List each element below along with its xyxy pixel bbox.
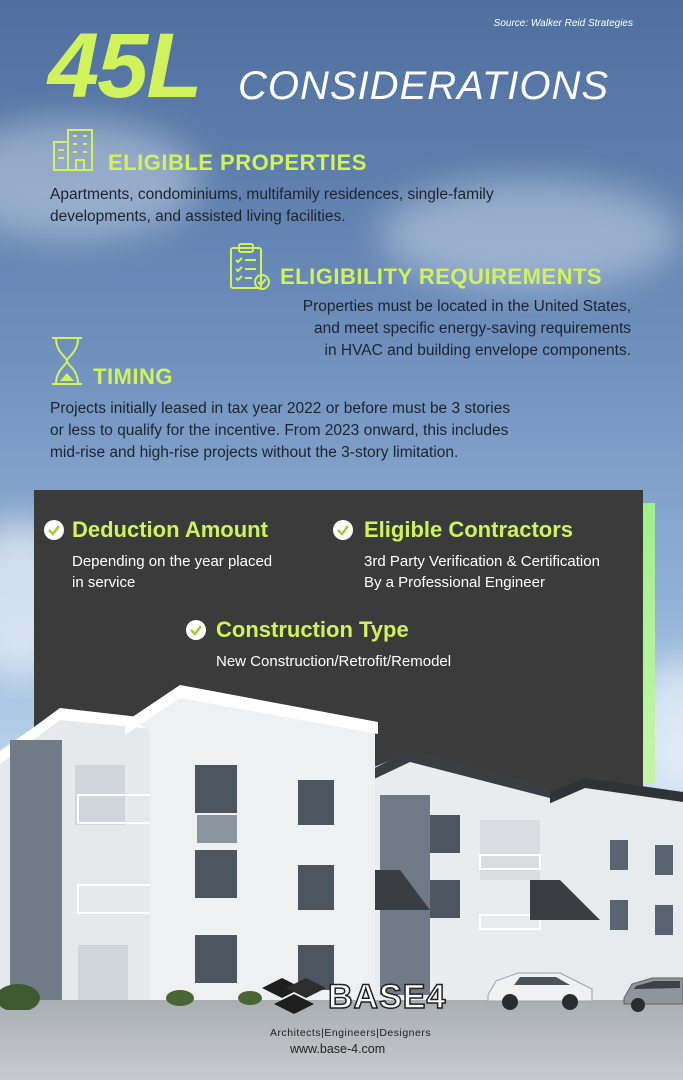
body-line: Properties must be located in the United States, <box>302 298 631 315</box>
brand-tagline: Architects|Engineers|Designers <box>270 1027 432 1039</box>
brand-name: BASE4 <box>328 978 447 1016</box>
body-line: 3rd Party Verification & Certification <box>364 553 600 570</box>
section-body-timing <box>50 398 510 464</box>
panel-body-construction-type <box>216 651 451 672</box>
body-line: Depending on the year placed <box>72 553 273 570</box>
body-line: By a Professional Engineer <box>364 574 545 591</box>
panel-body-eligible-contractors <box>364 551 600 593</box>
section-title-eligible-properties: ELIGIBLE PROPERTIES <box>108 150 367 175</box>
apartment-building-image <box>0 680 683 1010</box>
body-line: New Construction/Retrofit/Remodel <box>216 653 452 670</box>
check-icon <box>186 620 206 640</box>
source-credit: Source: Walker Reid Strategies <box>493 18 633 29</box>
body-line: in service <box>72 574 136 591</box>
panel-title-construction-type: Construction Type <box>216 617 409 642</box>
hourglass-icon <box>50 335 84 387</box>
panel-title-eligible-contractors: Eligible Contractors <box>364 517 574 542</box>
section-body-eligibility-requirements <box>303 296 631 362</box>
body-line: mid-rise and high-rise projects without the 3-story limitation. <box>50 444 459 461</box>
clipboard-checklist-icon <box>228 242 272 292</box>
section-title-timing: TIMING <box>93 364 173 389</box>
body-line: Apartments, condominiums, multifamily residences, single-family <box>50 186 494 203</box>
car-image <box>622 970 683 1012</box>
body-line: or less to qualify for the incentive. From 2023 onward, this includes <box>50 422 509 439</box>
panel-body-deduction-amount <box>72 551 272 593</box>
building-icon <box>50 126 98 174</box>
panel-title-deduction-amount: Deduction Amount <box>72 517 268 542</box>
base4-logo-mark <box>262 976 328 1016</box>
car-image <box>484 965 596 1011</box>
body-line: developments, and assisted living facilities. <box>50 208 346 225</box>
body-line: Projects initially leased in tax year 2022 or before must be 3 stories <box>50 400 511 417</box>
headline-word: CONSIDERATIONS <box>238 64 610 108</box>
check-icon <box>44 520 64 540</box>
headline-number: 45L <box>48 15 201 117</box>
section-body-eligible-properties <box>50 184 494 228</box>
section-title-eligibility-requirements: ELIGIBILITY REQUIREMENTS <box>280 264 603 289</box>
body-line: in HVAC and building envelope components. <box>324 342 631 359</box>
website-link[interactable]: www.base-4.com <box>290 1042 386 1056</box>
body-line: and meet specific energy-saving requirements <box>313 320 631 337</box>
check-icon <box>333 520 353 540</box>
